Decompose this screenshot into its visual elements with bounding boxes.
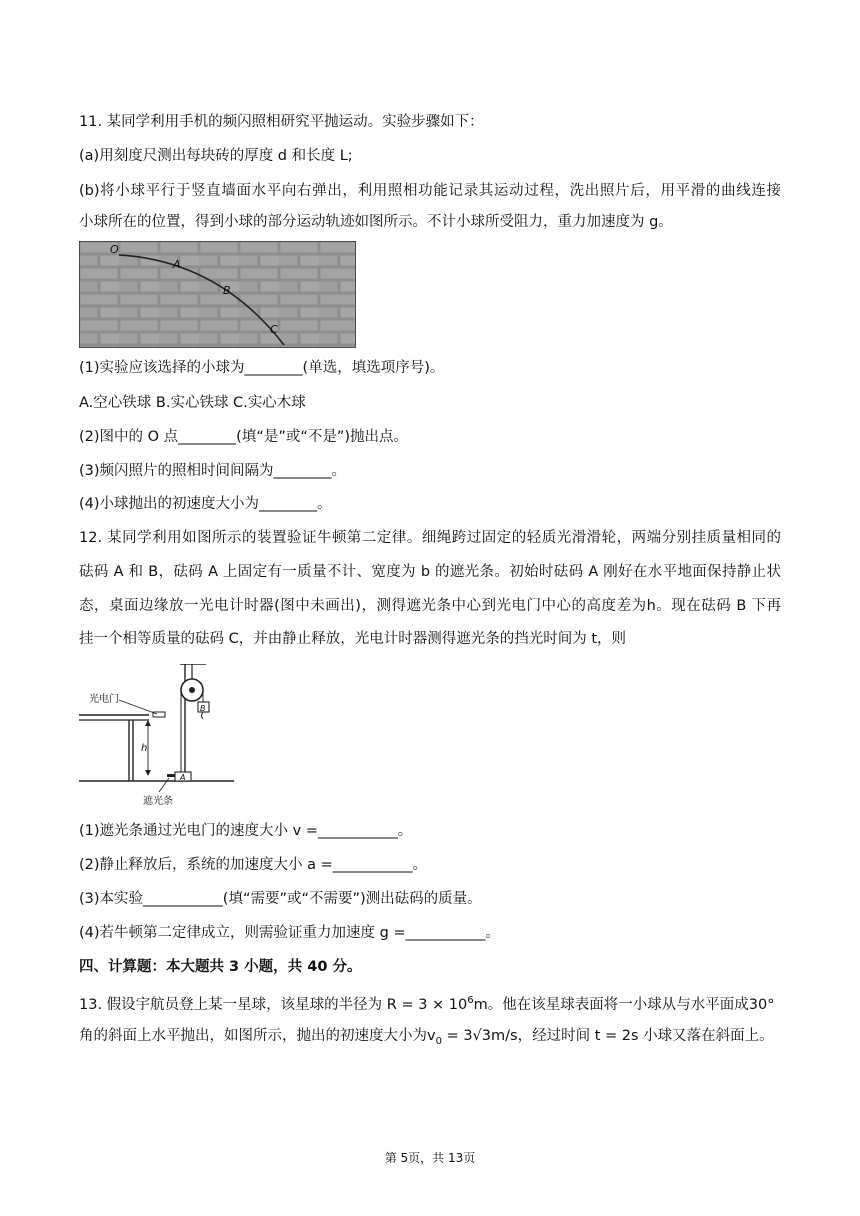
label-photo-gate: 光电门 [89, 694, 119, 705]
q13-line2-b: = 3√3m/s，经过时间 t = 2s 小球又落在斜面上。 [441, 1028, 774, 1044]
q11-step-b-line1: (b)将小球平行于竖直墙面水平向右弹出，利用照相功能记录其运动过程，洗出照片后，用平滑的曲线连接 [79, 183, 781, 199]
q12-line3: 态，桌面边缘放一光电计时器(图中未画出)，测得遮光条中心到光电门中心的高度差为h。现在砝码 B 下再 [79, 598, 781, 614]
q12-line1: 12. 某同学利用如图所示的装置验证牛顿第二定律。细绳跨过固定的轻质光滑滑轮，两端分别挂质量相同的 [79, 530, 781, 546]
q13-line1-exponent: 6 [467, 995, 474, 1006]
q11-sub2: (2)图中的 O 点________(填“是”或“不是”)抛出点。 [79, 429, 409, 445]
label-A: A [180, 773, 186, 782]
q13-line1-a: 13. 假设宇航员登上某一星球，该星球的半径为 R = 3 × 10 [79, 996, 468, 1013]
page-number-footer: 第 5页，共 13页 [384, 1151, 476, 1165]
brick-wall-trajectory-figure [79, 241, 356, 348]
point-label-O: O [110, 243, 119, 256]
q11-sub4: (4)小球抛出的初速度大小为________。 [79, 496, 332, 512]
point-label-A: A [173, 258, 181, 271]
q11-step-a [79, 146, 353, 166]
q13-line1-b: m。他在该星球表面将一小球从与水平面成30° [473, 996, 775, 1013]
q12-line4: 挂一个相等质量的砝码 C，并由静止释放，光电计时器测得遮光条的挡光时间为 t，则 [79, 631, 627, 647]
q11-sub1: (1)实验应该选择的小球为________(单选，填选项序号)。 [79, 360, 445, 376]
q12-line2: 砝码 A 和 B，砝码 A 上固定有一质量不计、宽度为 b 的遮光条。初始时砝码 A 刚好在水平地面保持静止状 [79, 564, 781, 580]
section4-heading: 四、计算题：本大题共 3 小题，共 40 分。 [79, 959, 362, 975]
q13-line2 [79, 1026, 774, 1052]
q12-sub2: (2)静止释放后，系统的加速度大小 a =___________。 [79, 857, 428, 873]
q11-step-a-text: 用刻度尺测出每块砖的厚度 d 和长度 L; [99, 148, 353, 164]
photo-gate [153, 712, 165, 717]
q12-sub3: (3)本实验___________(填“需要”或“不需要”)测出砝码的质量。 [79, 891, 482, 907]
pulley-apparatus-figure [79, 664, 234, 810]
q11-stem: 11. 某同学利用手机的频闪照相研究平抛运动。实验步骤如下： [79, 114, 484, 130]
q12-sub1: (1)遮光条通过光电门的速度大小 v =___________。 [79, 823, 413, 839]
point-label-C: C [270, 323, 278, 336]
brick-wall [79, 241, 356, 348]
label-B: B [200, 704, 206, 713]
q11-step-a-label: (a) [79, 148, 100, 164]
q13-line2-a: 角的斜面上水平抛出，如图所示，抛出的初速度大小为v [79, 1028, 436, 1044]
q11-sub3: (3)频闪照片的照相时间间隔为________。 [79, 463, 347, 479]
q13-line2-subscript: 0 [435, 1035, 442, 1047]
q13-line1 [79, 991, 774, 1015]
label-h: h [141, 743, 148, 754]
q11-options: A.空心铁球 B.实心铁球 C.实心木球 [79, 395, 306, 411]
point-label-B: B [223, 284, 231, 297]
label-light-strip: 遮光条 [143, 796, 173, 807]
q11-step-b-line2: 小球所在的位置，得到小球的部分运动轨迹如图所示。不计小球所受阻力，重力加速度为 g。 [79, 214, 673, 230]
q12-sub4: (4)若牛顿第二定律成立，则需验证重力加速度 g =___________。 [79, 925, 500, 941]
light-blocking-strip [167, 774, 175, 777]
